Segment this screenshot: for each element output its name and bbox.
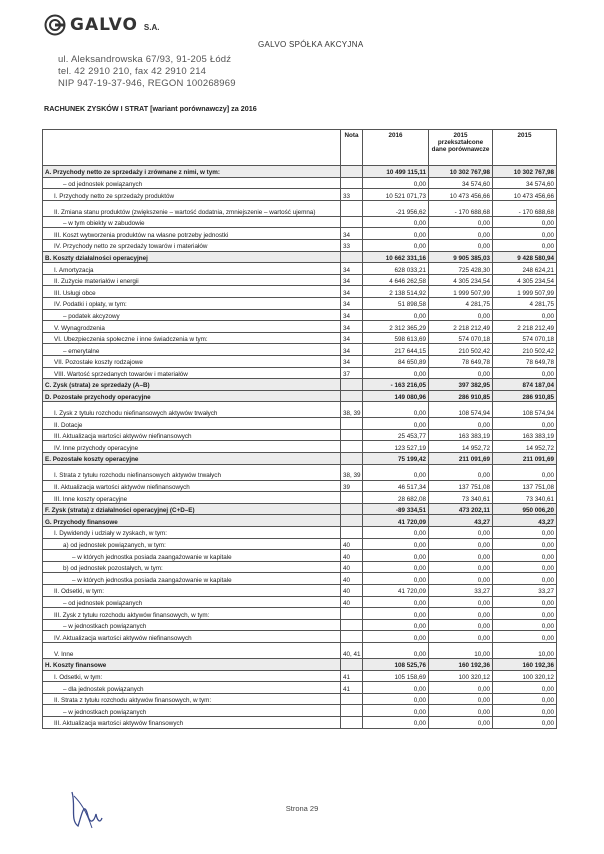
table-row: [43, 166, 557, 178]
row-label: III. Zysk z tytułu rozchodu aktywów finansowych, w tym:: [43, 608, 341, 620]
row-value-2016: 108 525,76: [363, 658, 429, 670]
row-label: – dla jednostek powiązanych: [43, 682, 341, 694]
row-note: [341, 619, 363, 631]
table-row: [43, 658, 557, 670]
row-value-2015-restated: 1 999 507,99: [429, 286, 493, 298]
table-row: [43, 503, 557, 515]
row-value-2015: 10 473 456,66: [493, 189, 557, 201]
row-value-2015-restated: 0,00: [429, 527, 493, 539]
row-value-2016: 0,00: [363, 596, 429, 608]
row-value-2016: 105 158,69: [363, 670, 429, 682]
row-value-2015: 210 502,42: [493, 344, 557, 356]
row-label: – emerytalne: [43, 344, 341, 356]
row-value-2015-restated: 100 320,12: [429, 670, 493, 682]
row-value-2015-restated: 725 428,30: [429, 263, 493, 275]
row-value-2015-restated: 210 502,42: [429, 344, 493, 356]
table-row: [43, 297, 557, 309]
row-value-2015: 43,27: [493, 515, 557, 527]
row-note: [341, 705, 363, 717]
row-label: – w których jednostka posiada zaangażowanie w kapitale: [43, 573, 341, 585]
table-row: [43, 585, 557, 597]
table-row: [43, 216, 557, 228]
row-value-2015: 0,00: [493, 550, 557, 562]
table-row: [43, 705, 557, 717]
table-row: [43, 286, 557, 298]
row-label: H. Koszty finansowe: [43, 658, 341, 670]
table-row: [43, 189, 557, 201]
row-value-2015: 0,00: [493, 693, 557, 705]
row-note: 34: [341, 286, 363, 298]
table-row: [43, 682, 557, 694]
row-value-2015-restated: 286 910,85: [429, 390, 493, 402]
header-note: Nota: [341, 130, 363, 166]
row-value-2015-restated: 0,00: [429, 682, 493, 694]
row-value-2015-restated: 0,00: [429, 239, 493, 251]
row-value-2016: 0,00: [363, 309, 429, 321]
row-note: 34: [341, 263, 363, 275]
row-value-2016: 0,00: [363, 716, 429, 728]
row-label: – w jednostkach powiązanych: [43, 619, 341, 631]
row-note: 40: [341, 550, 363, 562]
row-note: 34: [341, 228, 363, 240]
row-value-2015: 0,00: [493, 619, 557, 631]
row-value-2016: 0,00: [363, 631, 429, 643]
row-value-2016: 10 662 331,16: [363, 251, 429, 263]
row-label: F. Zysk (strata) z działalności operacyjnej (C+D–E): [43, 503, 341, 515]
row-value-2016: 46 517,34: [363, 480, 429, 492]
row-value-2016: 41 720,09: [363, 515, 429, 527]
table-row: [43, 619, 557, 631]
row-label: IV. Podatki i opłaty, w tym:: [43, 297, 341, 309]
row-note: 34: [341, 355, 363, 367]
row-value-2016: 0,00: [363, 705, 429, 717]
row-note: 41: [341, 682, 363, 694]
row-value-2016: 0,00: [363, 682, 429, 694]
row-value-2015-restated: 10 302 767,98: [429, 166, 493, 178]
row-note: [341, 631, 363, 643]
row-value-2015-restated: 0,00: [429, 228, 493, 240]
row-value-2016: 217 644,15: [363, 344, 429, 356]
row-value-2016: 123 527,19: [363, 441, 429, 453]
row-label: II. Zużycie materiałów i energii: [43, 274, 341, 286]
row-value-2015-restated: 14 952,72: [429, 441, 493, 453]
row-value-2015: 137 751,08: [493, 480, 557, 492]
row-value-2015: 0,00: [493, 367, 557, 379]
row-value-2016: 10 499 115,11: [363, 166, 429, 178]
row-value-2015: 0,00: [493, 239, 557, 251]
table-row: [43, 480, 557, 492]
row-note: 34: [341, 297, 363, 309]
row-label: I. Przychody netto ze sprzedaży produktów: [43, 189, 341, 201]
company-name: GALVO SPÓŁKA AKCYJNA: [258, 40, 364, 49]
row-value-2015: 1 999 507,99: [493, 286, 557, 298]
row-value-2015: 9 428 580,94: [493, 251, 557, 263]
row-value-2015-restated: 397 382,95: [429, 379, 493, 391]
row-note: 41: [341, 670, 363, 682]
row-label: I. Strata z tytułu rozchodu niefinansowych aktywów trwałych: [43, 464, 341, 480]
row-note: 33: [341, 189, 363, 201]
row-label: VI. Ubezpieczenia społeczne i inne świadczenia w tym:: [43, 332, 341, 344]
row-value-2015-restated: 10 473 456,66: [429, 189, 493, 201]
table-row: [43, 642, 557, 658]
row-value-2015: 0,00: [493, 538, 557, 550]
row-value-2015-restated: 0,00: [429, 716, 493, 728]
row-label: III. Inne koszty operacyjne: [43, 492, 341, 504]
registry-line: NIP 947-19-37-946, REGON 100268969: [58, 78, 236, 89]
row-label: II. Zmiana stanu produktów (zwiększenie – wartość dodatnia, zmniejszenie – wartość ujemna): [43, 200, 341, 216]
row-value-2015-restated: 0,00: [429, 538, 493, 550]
row-label: II. Dotacje: [43, 418, 341, 430]
table-row: [43, 418, 557, 430]
row-note: [341, 527, 363, 539]
table-row: [43, 355, 557, 367]
row-value-2015: 4 305 234,54: [493, 274, 557, 286]
row-label: III. Aktualizacja wartości aktywów niefinansowych: [43, 429, 341, 441]
row-note: [341, 418, 363, 430]
row-label: D. Pozostałe przychody operacyjne: [43, 390, 341, 402]
row-value-2015-restated: 0,00: [429, 608, 493, 620]
row-value-2015: 0,00: [493, 418, 557, 430]
row-value-2015: 0,00: [493, 705, 557, 717]
row-value-2015: 874 187,04: [493, 379, 557, 391]
company-logo: [44, 14, 159, 36]
row-note: 34: [341, 344, 363, 356]
row-label: – w jednostkach powiązanych: [43, 705, 341, 717]
row-label: IV. Aktualizacja wartości aktywów niefinansowych: [43, 631, 341, 643]
logo-sa: S.A.: [143, 22, 160, 32]
row-note: [341, 492, 363, 504]
row-value-2015: 0,00: [493, 682, 557, 694]
row-value-2015: 286 910,85: [493, 390, 557, 402]
row-value-2016: -89 334,51: [363, 503, 429, 515]
row-label: III. Aktualizacja wartości aktywów finansowych: [43, 716, 341, 728]
row-label: b) od jednostek pozostałych, w tym:: [43, 561, 341, 573]
row-value-2015: 0,00: [493, 596, 557, 608]
row-value-2015-restated: 0,00: [429, 693, 493, 705]
table-row: [43, 631, 557, 643]
row-value-2016: 4 646 262,58: [363, 274, 429, 286]
row-value-2015-restated: 0,00: [429, 619, 493, 631]
header-2015: 2015: [493, 130, 557, 166]
row-value-2016: 0,00: [363, 561, 429, 573]
row-note: 34: [341, 332, 363, 344]
row-label: A. Przychody netto ze sprzedaży i zrównane z nimi, w tym:: [43, 166, 341, 178]
table-row: [43, 239, 557, 251]
row-value-2016: 149 080,96: [363, 390, 429, 402]
row-value-2015-restated: 4 305 234,54: [429, 274, 493, 286]
row-value-2015-restated: 0,00: [429, 631, 493, 643]
row-value-2015-restated: - 170 688,68: [429, 200, 493, 216]
row-note: [341, 608, 363, 620]
row-value-2015-restated: 473 202,11: [429, 503, 493, 515]
row-value-2015: 34 574,60: [493, 177, 557, 189]
row-label: – w których jednostka posiada zaangażowanie w kapitale: [43, 550, 341, 562]
table-row: [43, 441, 557, 453]
row-value-2015: 211 091,69: [493, 453, 557, 465]
table-row: [43, 263, 557, 275]
table-row: [43, 550, 557, 562]
row-value-2015-restated: 0,00: [429, 309, 493, 321]
row-value-2016: 2 312 365,29: [363, 321, 429, 333]
row-value-2015-restated: 211 091,69: [429, 453, 493, 465]
row-value-2015-restated: 9 905 385,03: [429, 251, 493, 263]
table-row: [43, 429, 557, 441]
table-row: [43, 390, 557, 402]
row-value-2015: 10 302 767,98: [493, 166, 557, 178]
row-label: II. Aktualizacja wartości aktywów niefinansowych: [43, 480, 341, 492]
row-value-2015: - 170 688,68: [493, 200, 557, 216]
table-row: [43, 332, 557, 344]
row-label: a) od jednostek powiązanych, w tym:: [43, 538, 341, 550]
row-value-2016: -21 956,62: [363, 200, 429, 216]
row-value-2016: 0,00: [363, 367, 429, 379]
table-row: [43, 177, 557, 189]
table-row: [43, 492, 557, 504]
row-value-2016: 0,00: [363, 619, 429, 631]
row-label: V. Wynagrodzenia: [43, 321, 341, 333]
table-row: [43, 367, 557, 379]
row-value-2015-restated: 10,00: [429, 642, 493, 658]
table-row: [43, 200, 557, 216]
row-note: 39: [341, 480, 363, 492]
row-value-2016: 0,00: [363, 464, 429, 480]
row-label: B. Koszty działalności operacyjnej: [43, 251, 341, 263]
row-note: [341, 453, 363, 465]
row-note: [341, 216, 363, 228]
row-value-2016: 0,00: [363, 550, 429, 562]
row-note: [341, 177, 363, 189]
row-value-2015-restated: 34 574,60: [429, 177, 493, 189]
row-value-2015-restated: 0,00: [429, 418, 493, 430]
row-value-2016: - 163 216,05: [363, 379, 429, 391]
row-note: 40: [341, 561, 363, 573]
row-value-2016: 0,00: [363, 693, 429, 705]
address-line: ul. Aleksandrowska 67/93, 91-205 Łódź: [58, 54, 232, 65]
row-value-2015-restated: 0,00: [429, 550, 493, 562]
row-note: [341, 716, 363, 728]
table-row: [43, 538, 557, 550]
row-value-2016: 84 650,89: [363, 355, 429, 367]
row-value-2015: 100 320,12: [493, 670, 557, 682]
row-label: II. Strata z tytułu rozchodu aktywów finansowych, w tym:: [43, 693, 341, 705]
row-value-2016: 0,00: [363, 228, 429, 240]
table-row: [43, 453, 557, 465]
galvo-logo-icon: [44, 14, 66, 36]
row-label: – w tym obiekty w zabudowie: [43, 216, 341, 228]
row-value-2016: 0,00: [363, 177, 429, 189]
document-title: RACHUNEK ZYSKÓW I STRAT [wariant porównawczy] za 2016: [44, 104, 257, 113]
row-value-2015-restated: 574 070,18: [429, 332, 493, 344]
row-note: [341, 658, 363, 670]
row-value-2016: 0,00: [363, 642, 429, 658]
row-note: 38, 39: [341, 464, 363, 480]
page-number: Strona 29: [285, 804, 319, 813]
row-label: I. Odsetki, w tym:: [43, 670, 341, 682]
row-value-2015: 0,00: [493, 228, 557, 240]
row-label: IV. Przychody netto ze sprzedaży towarów i materiałów: [43, 239, 341, 251]
row-value-2016: 0,00: [363, 239, 429, 251]
row-value-2015: 0,00: [493, 608, 557, 620]
row-value-2015: 0,00: [493, 631, 557, 643]
header-2015-restated: 2015 przekształcone dane porównawcze: [429, 130, 493, 166]
row-value-2015-restated: 0,00: [429, 561, 493, 573]
row-value-2016: 25 453,77: [363, 429, 429, 441]
row-note: [341, 429, 363, 441]
table-row: [43, 561, 557, 573]
row-note: 33: [341, 239, 363, 251]
row-note: [341, 441, 363, 453]
header-label: [43, 130, 341, 166]
row-note: 40, 41: [341, 642, 363, 658]
row-value-2016: 10 521 071,73: [363, 189, 429, 201]
row-value-2015: 108 574,94: [493, 402, 557, 418]
row-value-2016: 0,00: [363, 608, 429, 620]
table-row: [43, 573, 557, 585]
row-value-2015-restated: 0,00: [429, 367, 493, 379]
table-row: [43, 251, 557, 263]
table-row: [43, 321, 557, 333]
row-note: 40: [341, 596, 363, 608]
table-row: [43, 402, 557, 418]
header-2016: 2016: [363, 130, 429, 166]
row-note: [341, 390, 363, 402]
row-label: III. Koszt wytworzenia produktów na własne potrzeby jednostki: [43, 228, 341, 240]
row-value-2015: 0,00: [493, 573, 557, 585]
row-value-2015-restated: 43,27: [429, 515, 493, 527]
row-note: [341, 515, 363, 527]
row-value-2016: 75 199,42: [363, 453, 429, 465]
table-row: [43, 608, 557, 620]
row-note: 34: [341, 321, 363, 333]
row-value-2015: 2 218 212,49: [493, 321, 557, 333]
row-label: III. Usługi obce: [43, 286, 341, 298]
row-value-2015: 0,00: [493, 716, 557, 728]
table-row: [43, 274, 557, 286]
table-row: [43, 716, 557, 728]
row-note: [341, 379, 363, 391]
row-value-2016: 598 613,69: [363, 332, 429, 344]
table-row: [43, 693, 557, 705]
table-row: [43, 515, 557, 527]
row-value-2015-restated: 0,00: [429, 596, 493, 608]
table-row: [43, 596, 557, 608]
row-value-2016: 51 898,58: [363, 297, 429, 309]
row-label: I. Amortyzacja: [43, 263, 341, 275]
row-label: – podatek akcyzowy: [43, 309, 341, 321]
row-value-2015: 950 006,20: [493, 503, 557, 515]
row-value-2015-restated: 0,00: [429, 573, 493, 585]
row-value-2016: 0,00: [363, 418, 429, 430]
table-row: [43, 670, 557, 682]
row-note: 40: [341, 573, 363, 585]
row-value-2015: 4 281,75: [493, 297, 557, 309]
row-value-2016: 2 138 514,92: [363, 286, 429, 298]
row-value-2015-restated: 2 218 212,49: [429, 321, 493, 333]
row-value-2015: 0,00: [493, 309, 557, 321]
table-header-row: [43, 130, 557, 166]
row-label: E. Pozostałe koszty operacyjne: [43, 453, 341, 465]
logo-text: GALVO: [70, 15, 138, 35]
row-value-2015-restated: 160 192,36: [429, 658, 493, 670]
row-note: [341, 200, 363, 216]
row-value-2015: 14 952,72: [493, 441, 557, 453]
row-note: [341, 251, 363, 263]
row-value-2015: 0,00: [493, 561, 557, 573]
row-value-2015-restated: 78 649,78: [429, 355, 493, 367]
row-note: [341, 693, 363, 705]
row-label: G. Przychody finansowe: [43, 515, 341, 527]
table-row: [43, 309, 557, 321]
row-value-2016: 0,00: [363, 538, 429, 550]
row-value-2015: 0,00: [493, 216, 557, 228]
row-label: VIII. Wartość sprzedanych towarów i materiałów: [43, 367, 341, 379]
row-note: 40: [341, 585, 363, 597]
table-row: [43, 379, 557, 391]
row-label: I. Zysk z tytułu rozchodu niefinansowych aktywów trwałych: [43, 402, 341, 418]
row-note: 40: [341, 538, 363, 550]
row-note: [341, 503, 363, 515]
row-label: V. Inne: [43, 642, 341, 658]
row-value-2015-restated: 73 340,61: [429, 492, 493, 504]
row-value-2015-restated: 0,00: [429, 705, 493, 717]
row-label: – od jednostek powiązanych: [43, 596, 341, 608]
row-value-2015-restated: 108 574,94: [429, 402, 493, 418]
row-value-2015-restated: 0,00: [429, 216, 493, 228]
row-value-2015: 33,27: [493, 585, 557, 597]
row-note: 37: [341, 367, 363, 379]
row-value-2016: 0,00: [363, 216, 429, 228]
row-value-2015: 0,00: [493, 527, 557, 539]
row-note: 34: [341, 309, 363, 321]
row-value-2015: 574 070,18: [493, 332, 557, 344]
row-value-2015-restated: 33,27: [429, 585, 493, 597]
row-label: C. Zysk (strata) ze sprzedaży (A–B): [43, 379, 341, 391]
row-value-2015-restated: 0,00: [429, 464, 493, 480]
row-value-2016: 628 033,21: [363, 263, 429, 275]
row-value-2015: 78 649,78: [493, 355, 557, 367]
row-note: 38, 39: [341, 402, 363, 418]
row-value-2015: 160 192,36: [493, 658, 557, 670]
row-note: [341, 166, 363, 178]
row-note: 34: [341, 274, 363, 286]
table-row: [43, 344, 557, 356]
row-value-2015-restated: 163 383,19: [429, 429, 493, 441]
row-value-2015: 0,00: [493, 464, 557, 480]
table-row: [43, 527, 557, 539]
row-value-2015: 73 340,61: [493, 492, 557, 504]
row-label: IV. Inne przychody operacyjne: [43, 441, 341, 453]
row-value-2016: 0,00: [363, 527, 429, 539]
row-value-2015-restated: 4 281,75: [429, 297, 493, 309]
income-statement-table: [42, 129, 557, 729]
row-label: VII. Pozostałe koszty rodzajowe: [43, 355, 341, 367]
row-value-2016: 0,00: [363, 402, 429, 418]
row-value-2016: 0,00: [363, 573, 429, 585]
row-value-2015: 163 383,19: [493, 429, 557, 441]
table-row: [43, 228, 557, 240]
row-label: II. Odsetki, w tym:: [43, 585, 341, 597]
row-value-2015: 248 624,21: [493, 263, 557, 275]
row-label: I. Dywidendy i udziały w zyskach, w tym:: [43, 527, 341, 539]
row-label: – od jednostek powiązanych: [43, 177, 341, 189]
row-value-2015: 10,00: [493, 642, 557, 658]
row-value-2016: 41 720,09: [363, 585, 429, 597]
table-row: [43, 464, 557, 480]
row-value-2016: 28 682,08: [363, 492, 429, 504]
phone-line: tel. 42 2910 210, fax 42 2910 214: [58, 66, 207, 77]
row-value-2015-restated: 137 751,08: [429, 480, 493, 492]
